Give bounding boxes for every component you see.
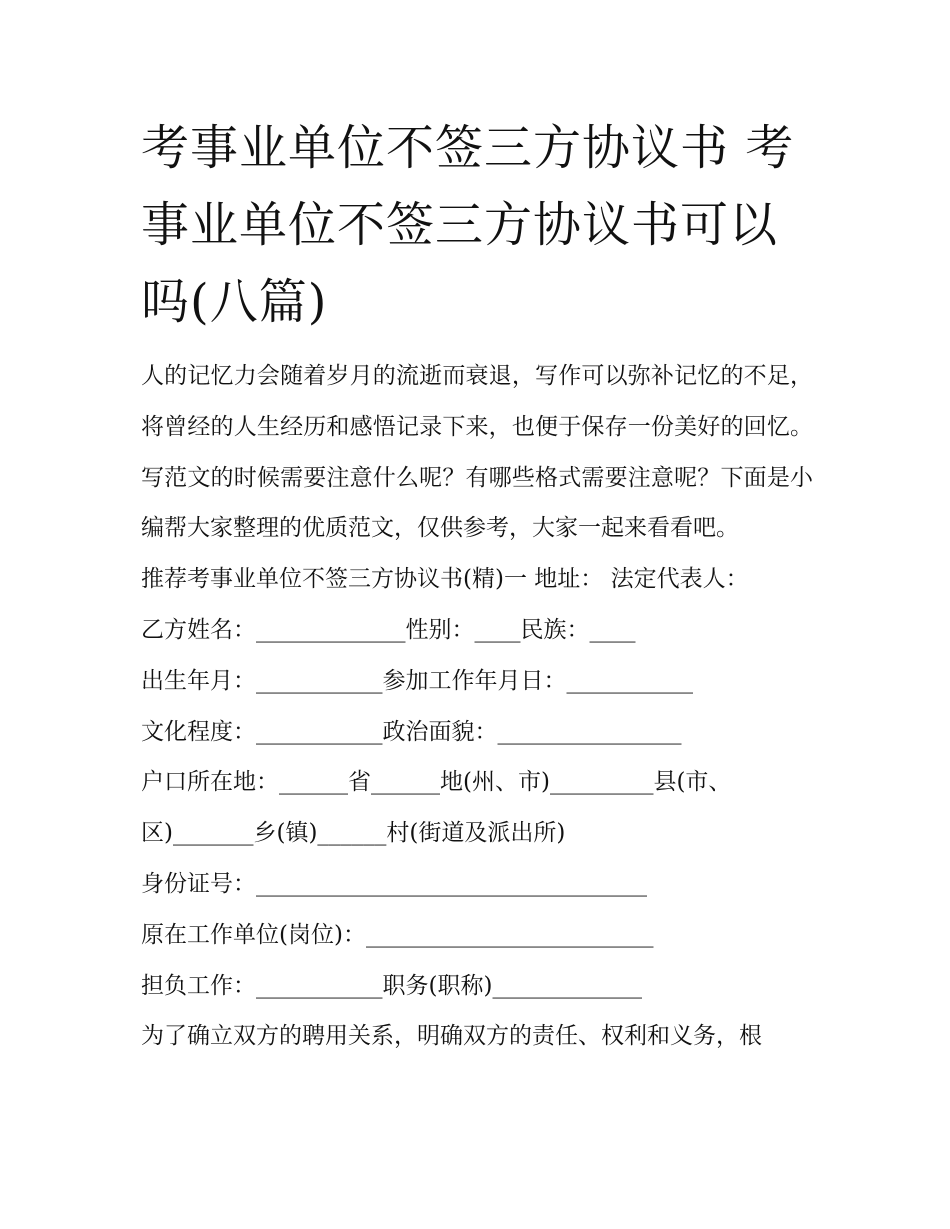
document-page — [141, 110, 813, 1062]
contract-purpose-line: 为了确立双方的聘用关系，明确双方的责任、权利和义务，根 — [141, 1023, 762, 1050]
birth-date-line: 出生年月：___________参加工作年月日：___________ — [141, 667, 693, 694]
recommend-heading-line: 推荐考事业单位不签三方协议书(精)一 地址： 法定代表人： — [141, 566, 749, 593]
household-registration-line: 户口所在地：______省______地(州、市)_________县(市、 — [141, 769, 732, 796]
district-line: 区)_______乡(镇)______村(街道及派出所) — [141, 820, 566, 847]
id-number-line: 身份证号：__________________________________ — [141, 870, 647, 897]
job-duty-line: 担负工作：___________职务(职称)_____________ — [141, 972, 642, 999]
party-b-name-line: 乙方姓名：_____________性别：____民族：____ — [141, 616, 636, 643]
former-employer-line: 原在工作单位(岗位)：_________________________ — [141, 921, 654, 948]
document-title: 考事业单位不签三方协议书 考事业单位不签三方协议书可以吗(八篇) — [141, 120, 795, 330]
education-line: 文化程度：___________政治面貌：________________ — [141, 718, 682, 745]
intro-paragraph: 人的记忆力会随着岁月的流逝而衰退，写作可以弥补记忆的不足，将曾经的人生经历和感悟记录下来，也便于保存一份美好的回忆。写范文的时候需要注意什么呢？有哪些格式需要注意呢？下面是小编帮大家整理的优质范文，仅供参考，大家一起来看看吧。 — [141, 363, 813, 542]
